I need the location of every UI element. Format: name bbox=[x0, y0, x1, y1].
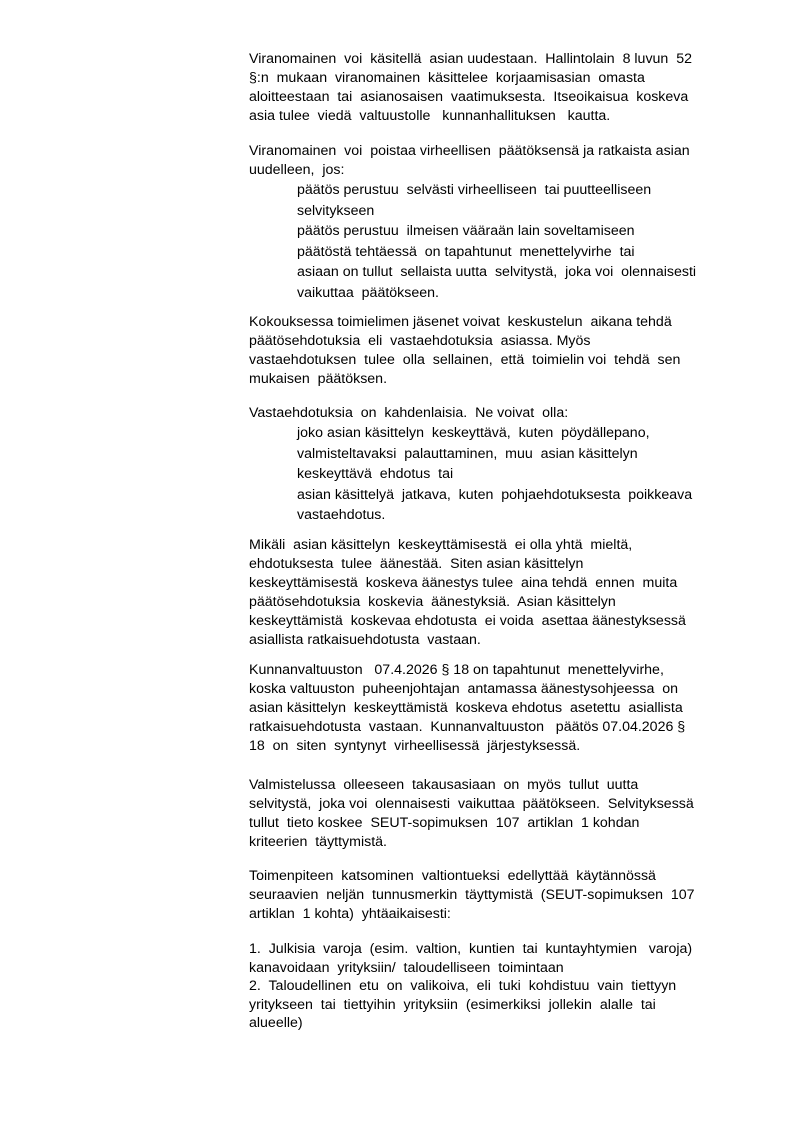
paragraph-voting bbox=[249, 536, 749, 650]
list-item: keskeyttävä ehdotus tai bbox=[297, 466, 454, 482]
text-line: ratkaisuehdotusta vastaan. Kunnanvaltuuston päätös 07.04.2026 § bbox=[249, 719, 686, 735]
text-line: artiklan 1 kohta) yhtäaikaisesti: bbox=[249, 906, 451, 922]
text-line: keskeyttämistä koskevaa ehdotusta ei voida asettaa äänestyksessä bbox=[249, 613, 686, 629]
text-line: aloitteestaan tai asianosaisen vaatimuksesta. Itseoikaisua koskeva bbox=[249, 89, 689, 105]
list-item: vaikuttaa päätökseen. bbox=[297, 284, 439, 301]
list-item: selvitykseen bbox=[297, 202, 375, 219]
text-line: selvitystä, joka voi olennaisesti vaikuttaa päätökseen. Selvityksessä bbox=[249, 796, 694, 812]
paragraph-remove-decision bbox=[249, 142, 749, 303]
text-line: Viranomainen voi poistaa virheellisen päätöksensä ja ratkaista asian bbox=[249, 143, 690, 159]
text-line: Kokouksessa toimielimen jäsenet voivat keskustelun aikana tehdä bbox=[249, 314, 672, 330]
list-item: 1. Julkisia varoja (esim. valtion, kuntien tai kuntayhtymien varoja) bbox=[249, 941, 693, 957]
text-line: uudelleen, jos: bbox=[249, 162, 345, 178]
text-line: kriteerien täyttymistä. bbox=[249, 834, 387, 850]
numbered-criteria-list bbox=[249, 940, 749, 1033]
text-line: päätösehdotuksia eli vastaehdotuksia asiassa. Myös bbox=[249, 333, 591, 349]
paragraph-new-findings bbox=[249, 776, 749, 852]
paragraph-procedural-error bbox=[249, 661, 749, 756]
list-item: asiaan on tullut sellaista uutta selvitystä, joka voi olennaisesti bbox=[297, 264, 697, 280]
paragraph-proposal-types bbox=[249, 404, 749, 526]
list-item: asian käsittelyä jatkava, kuten pohjaehdotuksesta poikkeava bbox=[297, 486, 693, 503]
paragraph-counter-proposals bbox=[249, 313, 749, 389]
list-item: joko asian käsittelyn keskeyttävä, kuten pöydällepano, bbox=[297, 425, 650, 441]
text-line: 18 on siten syntynyt virheellisessä järjestyksessä. bbox=[249, 738, 581, 754]
text-line: Viranomainen voi käsitellä asian uudestaan. Hallintolain 8 luvun 52 bbox=[249, 51, 692, 67]
paragraph-reconsideration bbox=[249, 50, 749, 126]
text-line: keskeyttämisestä koskeva äänestys tulee aina tehdä ennen muita bbox=[249, 575, 678, 591]
text-line: Kunnanvaltuuston 07.4.2026 § 18 on tapahtunut menettelyvirhe, bbox=[249, 662, 664, 678]
text-line: seuraavien neljän tunnusmerkin täyttymistä (SEUT-sopimuksen 107 bbox=[249, 887, 695, 903]
text-line: asiallista ratkaisuehdotusta vastaan. bbox=[249, 632, 481, 648]
text-line: asia tulee viedä valtuustolle kunnanhallituksen kautta. bbox=[249, 108, 611, 124]
text-line: koska valtuuston puheenjohtajan antamassa äänestysohjeessa on bbox=[249, 681, 679, 697]
conditions-list bbox=[249, 180, 749, 303]
text-line: päätösehdotuksia koskevia äänestyksiä. Asian käsittelyn bbox=[249, 594, 616, 610]
list-item: yritykseen tai tiettyihin yrityksiin (esimerkiksi jollekin alalle tai bbox=[249, 996, 656, 1013]
text-line: ehdotuksesta tulee äänestää. Siten asian käsittelyn bbox=[249, 556, 584, 572]
list-item: päätöstä tehtäessä on tapahtunut menettelyvirhe tai bbox=[297, 243, 635, 260]
text-line: Valmistelussa olleeseen takausasiaan on myös tullut uutta bbox=[249, 777, 639, 793]
text-line: Mikäli asian käsittelyn keskeyttämisestä ei olla yhtä mieltä, bbox=[249, 537, 633, 553]
text-line: mukaisen päätöksen. bbox=[249, 371, 388, 387]
list-item: valmisteltavaksi palauttaminen, muu asian käsittelyn bbox=[297, 445, 638, 462]
list-item: kanavoidaan yrityksiin/ taloudelliseen toimintaan bbox=[249, 959, 564, 976]
list-item: päätös perustuu selvästi virheelliseen tai puutteelliseen bbox=[297, 182, 652, 198]
proposal-types-list bbox=[249, 423, 749, 526]
list-item: vastaehdotus. bbox=[297, 507, 386, 523]
text-line: Toimenpiteen katsominen valtiontueksi edellyttää käytännössä bbox=[249, 868, 656, 884]
paragraph-state-aid-criteria bbox=[249, 867, 749, 924]
text-line: Vastaehdotuksia on kahdenlaisia. Ne voivat olla: bbox=[249, 405, 569, 421]
list-item: päätös perustuu ilmeisen vääraän lain soveltamiseen bbox=[297, 223, 635, 239]
list-item: alueelle) bbox=[249, 1015, 303, 1031]
text-line: §:n mukaan viranomainen käsittelee korjaamisasian omasta bbox=[249, 70, 645, 86]
text-line: asian käsittelyn keskeyttämistä koskeva ehdotus asetettu asiallista bbox=[249, 700, 683, 716]
text-line: tullut tieto koskee SEUT-sopimuksen 107 artiklan 1 kohdan bbox=[249, 815, 640, 831]
text-line: vastaehdotuksen tulee olla sellainen, että toimielin voi tehdä sen bbox=[249, 352, 681, 368]
list-item: 2. Taloudellinen etu on valikoiva, eli tuki kohdistuu vain tiettyyn bbox=[249, 978, 677, 994]
